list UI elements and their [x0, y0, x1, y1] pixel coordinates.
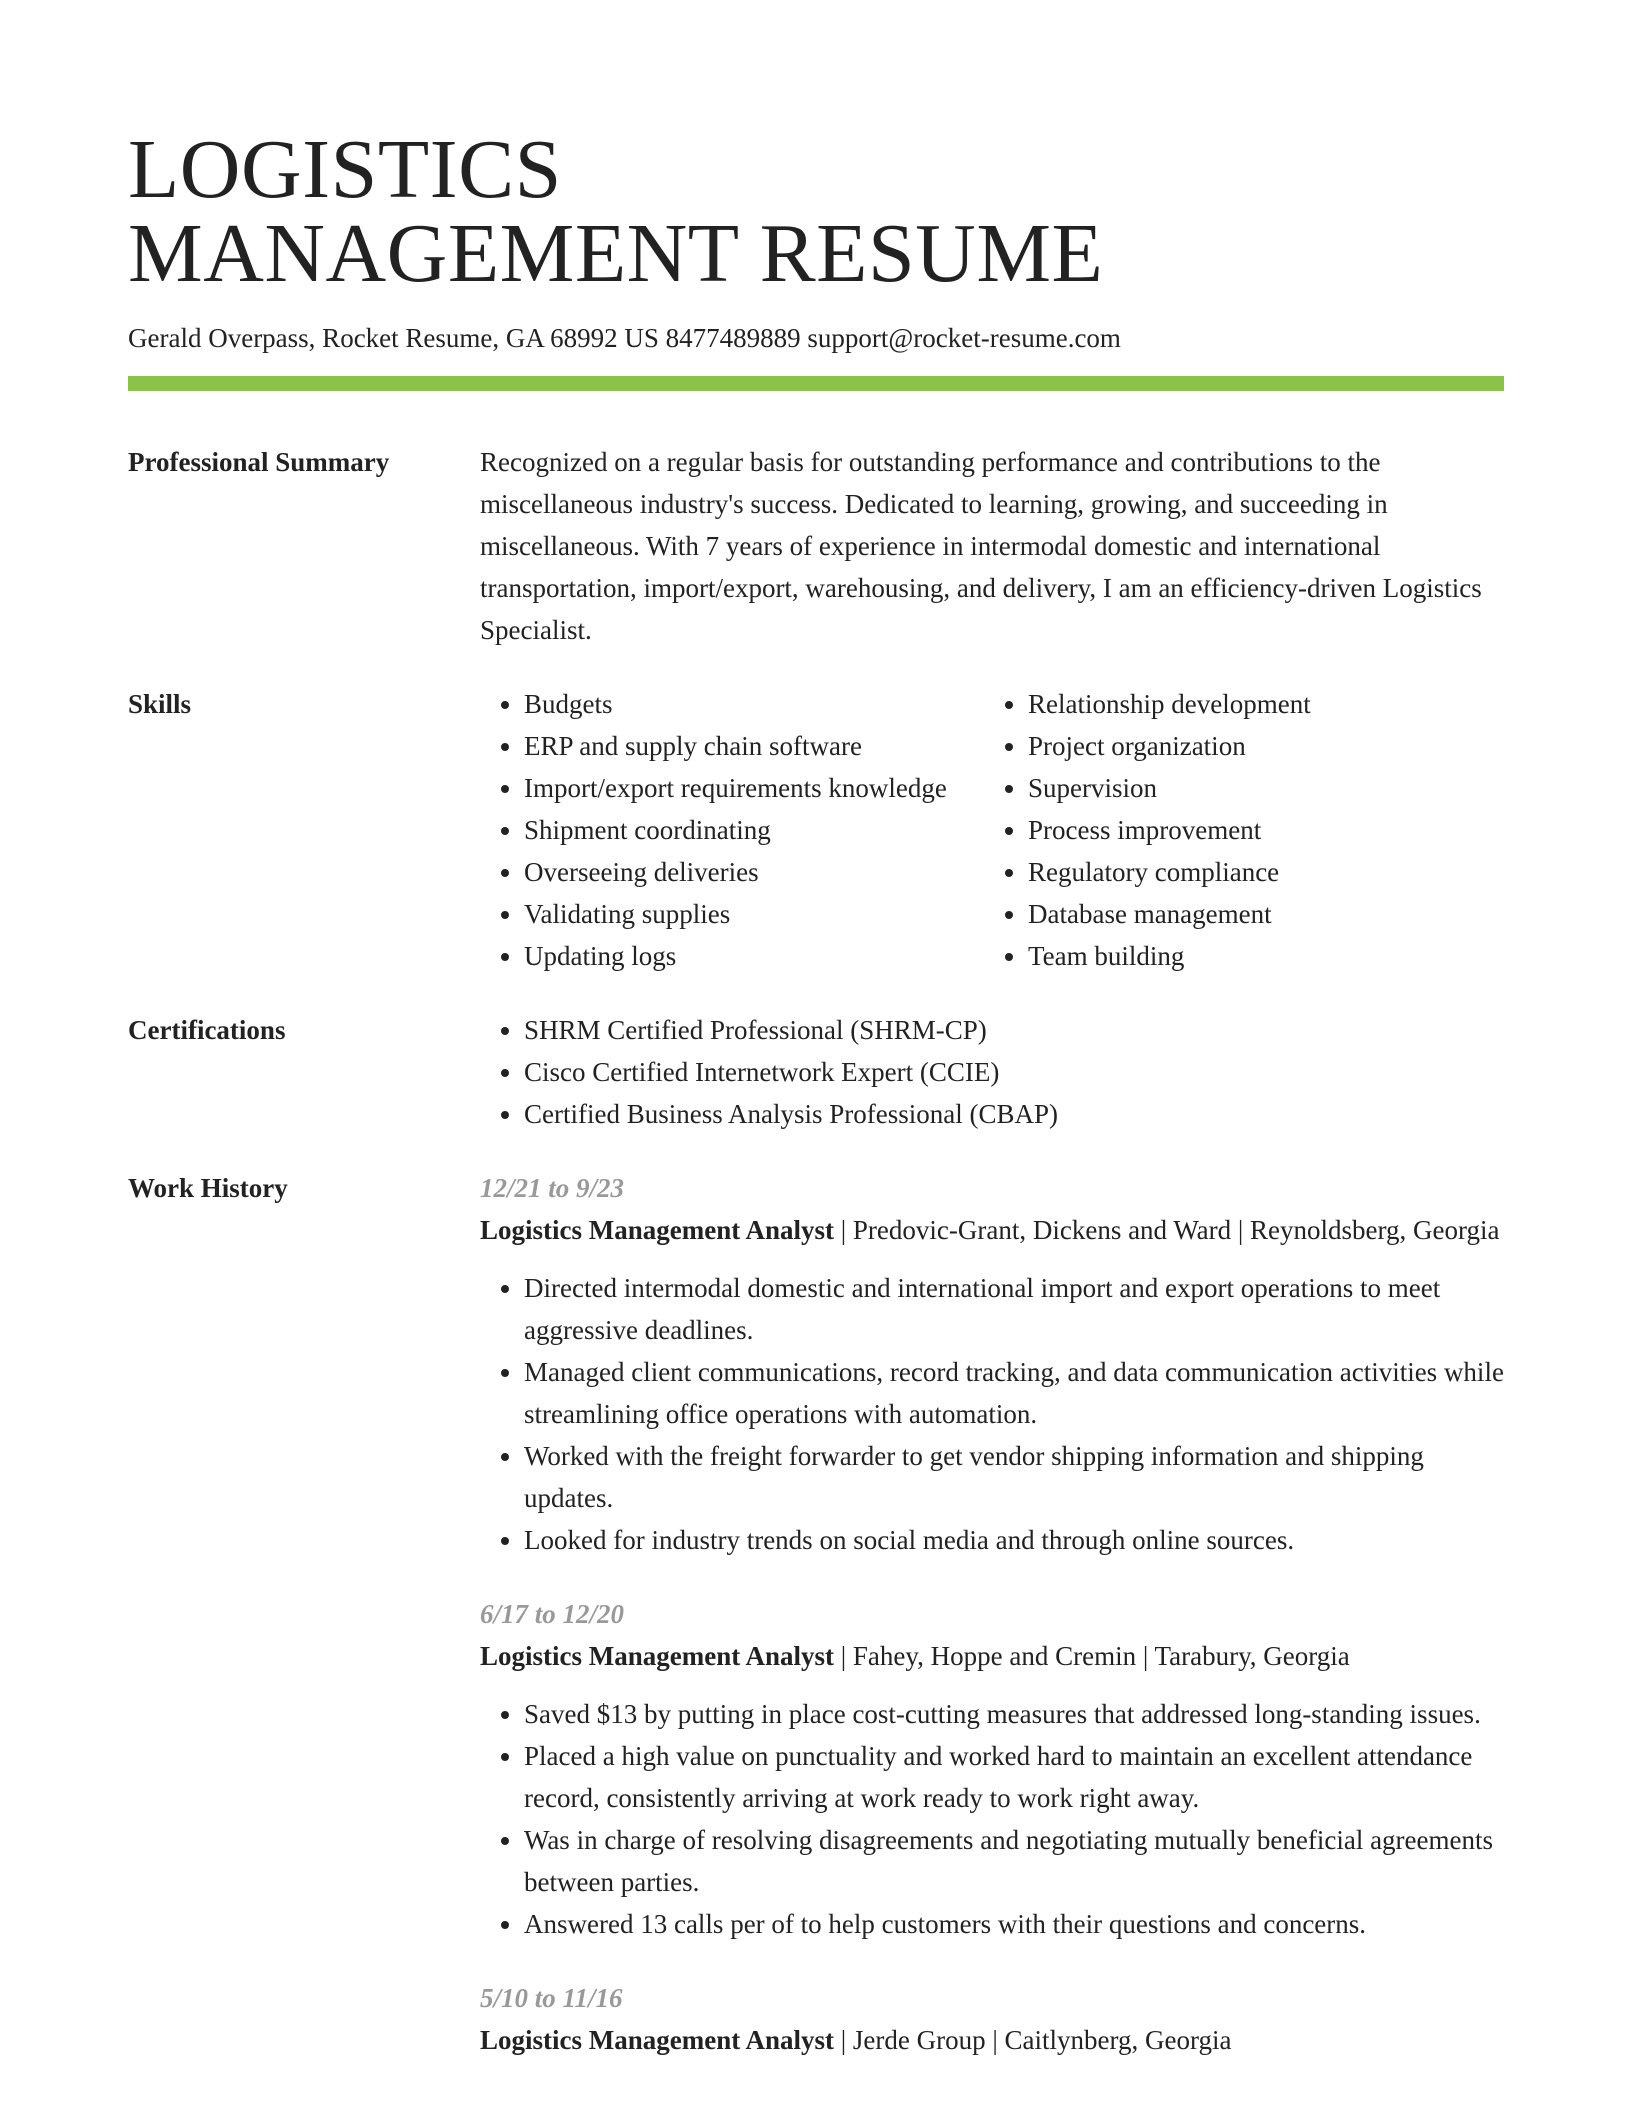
job-bullet: • Worked with the freight forwarder to get vendor shipping information and shipping updates.	[524, 1435, 1504, 1519]
job-company: | Fahey, Hoppe and Cremin | Tarabury, Georgia	[834, 1641, 1350, 1671]
skills-label: Skills	[128, 689, 192, 719]
job-dates: 6/17 to 12/20	[480, 1599, 625, 1629]
skill-item: • Overseeing deliveries	[524, 851, 984, 893]
skill-item: • Process improvement	[1028, 809, 1311, 851]
skills-column-1	[480, 683, 984, 977]
skill-item: • Shipment coordinating	[524, 809, 984, 851]
resume-page	[128, 0, 1504, 2093]
job-bullets	[480, 1693, 1504, 1945]
title-line-1: LOGISTICS	[128, 123, 562, 216]
skill-item: • Team building	[1028, 935, 1311, 977]
job-dates: 5/10 to 11/16	[480, 1983, 623, 2013]
summary-text: Recognized on a regular basis for outstanding performance and contributions to the miscellaneous industry's success. Dedicated to learning, growing, and succeeding in miscellaneous. With 7 years of experience in intermodal domestic and international transportation, import/export, warehousing, and delivery, I am an efficiency-driven Logistics Specialist.	[480, 447, 1482, 645]
job-bullet: • Managed client communications, record tracking, and data communication activities while streamlining office operations with automation.	[524, 1351, 1504, 1435]
job-title-line	[480, 1209, 1504, 1251]
skills-list	[480, 683, 1504, 977]
job-bullets	[480, 1267, 1504, 1561]
certification-item: • SHRM Certified Professional (SHRM-CP)	[524, 1009, 1504, 1051]
certifications-section	[128, 1009, 1504, 1135]
certification-item: • Certified Business Analysis Professional (CBAP)	[524, 1093, 1504, 1135]
certifications-list	[480, 1009, 1504, 1135]
skill-item: • Import/export requirements knowledge	[524, 767, 984, 809]
job-bullet: • Placed a high value on punctuality and worked hard to maintain an excellent attendance record, consistently arriving at work ready to work right away.	[524, 1735, 1504, 1819]
job-role: Logistics Management Analyst	[480, 1215, 834, 1245]
job-bullet: • Looked for industry trends on social media and through online sources.	[524, 1519, 1504, 1561]
contact-info: Gerald Overpass, Rocket Resume, GA 68992 US 8477489889 support@rocket-resume.com	[128, 323, 1121, 353]
job-bullet: • Answered 13 calls per of to help customers with their questions and concerns.	[524, 1903, 1504, 1945]
skills-column-2	[984, 683, 1311, 977]
job-bullet: • Was in charge of resolving disagreements and negotiating mutually beneficial agreements between parties.	[524, 1819, 1504, 1903]
certifications-label: Certifications	[128, 1015, 286, 1045]
job-title-line	[480, 2019, 1504, 2061]
header-divider	[128, 376, 1504, 391]
certification-item: • Cisco Certified Internetwork Expert (CCIE)	[524, 1051, 1504, 1093]
skill-item: • Budgets	[524, 683, 984, 725]
job-entry	[480, 1167, 1504, 1561]
job-bullet: • Directed intermodal domestic and international import and export operations to meet aggressive deadlines.	[524, 1267, 1504, 1351]
work-history-section	[128, 1167, 1504, 2061]
job-company: | Predovic-Grant, Dickens and Ward | Reynoldsberg, Georgia	[834, 1215, 1500, 1245]
skill-item: • Regulatory compliance	[1028, 851, 1311, 893]
resume-title	[128, 0, 1504, 300]
skill-item: • Updating logs	[524, 935, 984, 977]
job-bullet: • Saved $13 by putting in place cost-cutting measures that addressed long-standing issues.	[524, 1693, 1504, 1735]
summary-section	[128, 441, 1504, 651]
work-history-label: Work History	[128, 1173, 288, 1203]
skill-item: • Relationship development	[1028, 683, 1311, 725]
skill-item: • Validating supplies	[524, 893, 984, 935]
skill-item: • Database management	[1028, 893, 1311, 935]
skill-item: • Project organization	[1028, 725, 1311, 767]
job-entry	[480, 1593, 1504, 1945]
job-dates: 12/21 to 9/23	[480, 1173, 625, 1203]
skill-item: • Supervision	[1028, 767, 1311, 809]
job-entry	[480, 1977, 1504, 2061]
title-line-2: MANAGEMENT RESUME	[128, 207, 1104, 300]
job-title-line	[480, 1635, 1504, 1677]
summary-label: Professional Summary	[128, 447, 390, 477]
skill-item: • ERP and supply chain software	[524, 725, 984, 767]
job-role: Logistics Management Analyst	[480, 2025, 834, 2055]
job-role: Logistics Management Analyst	[480, 1641, 834, 1671]
skills-section	[128, 683, 1504, 977]
job-company: | Jerde Group | Caitlynberg, Georgia	[834, 2025, 1232, 2055]
